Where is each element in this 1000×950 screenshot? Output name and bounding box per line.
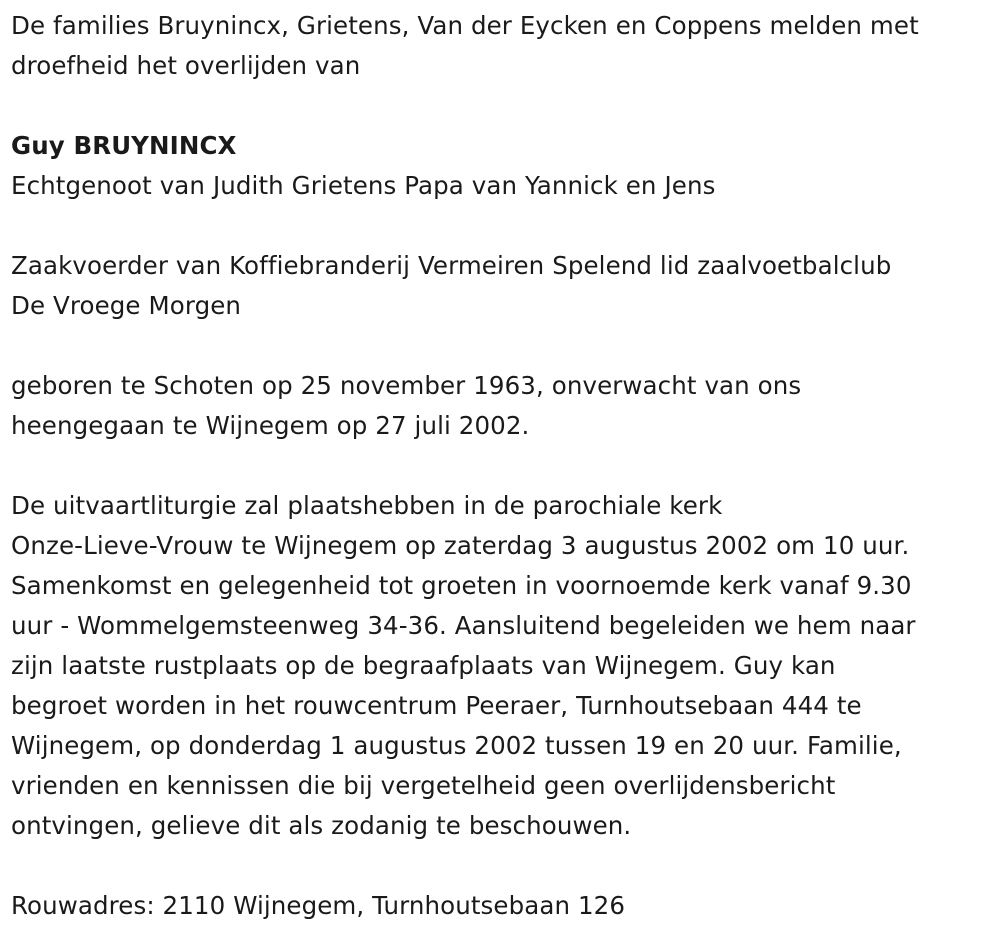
funeral-line-7: Wijnegem, op donderdag 1 augustus 2002 tussen 19 en 20 uur. Familie, bbox=[11, 731, 902, 760]
deceased-name: Guy BRUYNINCX bbox=[11, 131, 237, 160]
mourning-address: Rouwadres: 2110 Wijnegem, Turnhoutsebaan 126 bbox=[11, 891, 626, 920]
intro-line-2: droefheid het overlijden van bbox=[11, 51, 361, 80]
funeral-line-4: uur - Wommelgemsteenweg 34-36. Aansluitend begeleiden we hem naar bbox=[11, 611, 916, 640]
funeral-line-2: Onze-Lieve-Vrouw te Wijnegem op zaterdag 3 augustus 2002 om 10 uur. bbox=[11, 531, 910, 560]
occupation-line-1: Zaakvoerder van Koffiebranderij Vermeiren Spelend lid zaalvoetbalclub bbox=[11, 251, 892, 280]
relation-line: Echtgenoot van Judith Grietens Papa van Yannick en Jens bbox=[11, 171, 716, 200]
funeral-line-1: De uitvaartliturgie zal plaatshebben in de parochiale kerk bbox=[11, 491, 723, 520]
intro-line-1: De families Bruynincx, Grietens, Van der Eycken en Coppens melden met bbox=[11, 11, 919, 40]
funeral-line-6: begroet worden in het rouwcentrum Peeraer, Turnhoutsebaan 444 te bbox=[11, 691, 862, 720]
funeral-line-9: ontvingen, gelieve dit als zodanig te beschouwen. bbox=[11, 811, 632, 840]
birth-line-1: geboren te Schoten op 25 november 1963, onverwacht van ons bbox=[11, 371, 802, 400]
funeral-line-3: Samenkomst en gelegenheid tot groeten in voornoemde kerk vanaf 9.30 bbox=[11, 571, 912, 600]
occupation-line-2: De Vroege Morgen bbox=[11, 291, 242, 320]
funeral-line-8: vrienden en kennissen die bij vergetelheid geen overlijdensbericht bbox=[11, 771, 836, 800]
funeral-line-5: zijn laatste rustplaats op de begraafplaats van Wijnegem. Guy kan bbox=[11, 651, 836, 680]
birth-line-2: heengegaan te Wijnegem op 27 juli 2002. bbox=[11, 411, 530, 440]
